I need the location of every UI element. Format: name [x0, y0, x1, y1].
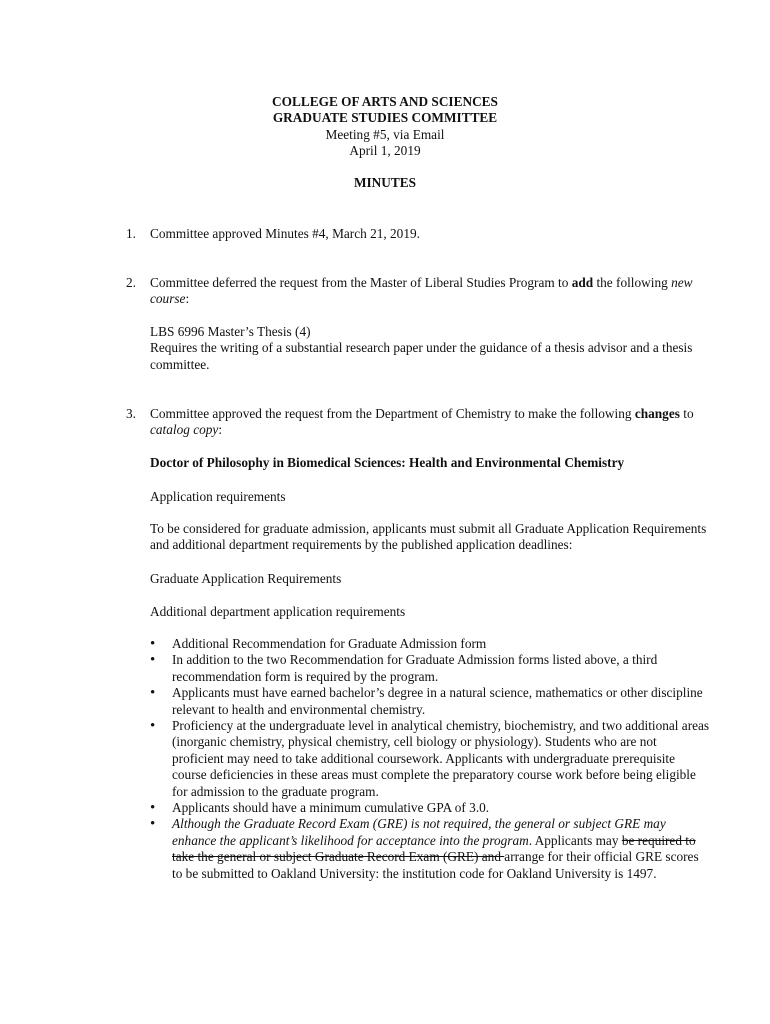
gre-note-rest: arrange for their official GRE scores to be submitted to Oakland University: the institution code for Oakland University is 1497. [172, 849, 699, 881]
requirements-list [150, 636, 710, 882]
gre-note-italic: Although the Graduate Record Exam (GRE) is not required, the general or subject GRE may enhance the applicant’s likelihood for acceptance into the program [172, 816, 666, 848]
college-name: COLLEGE OF ARTS AND SCIENCES [272, 94, 498, 109]
list-item: • Applicants must have earned bachelor’s degree in a natural science, mathematics or other discipline relevant to health and environmental chemistry. [150, 685, 710, 718]
program-title: Doctor of Philosophy in Biomedical Sciences: Health and Environmental Chemistry [150, 455, 625, 470]
item-number: 3. [126, 406, 136, 421]
agenda-item-1 [126, 226, 726, 242]
meeting-date: April 1, 2019 [349, 143, 421, 159]
item-text-part: Committee approved the request from the Department of Chemistry to make the following [150, 406, 635, 421]
item-text [150, 275, 726, 308]
additional-department-requirements: Additional department application requirements [150, 604, 406, 619]
meeting-info: Meeting #5, via Email [325, 126, 445, 142]
agenda-item-3 [126, 406, 726, 439]
item-text-bold: changes [634, 406, 680, 421]
list-item [150, 816, 710, 882]
course-line: LBS 6996 Master’s Thesis (4) [150, 324, 311, 339]
gre-note-period: . Applicants may [528, 832, 622, 848]
list-item: • In addition to the two Recommendation for Graduate Admission forms listed above, a third recommendation form is required by the program. [150, 652, 710, 685]
minutes-title: MINUTES [353, 175, 417, 190]
item-text-part: to [679, 406, 694, 421]
item-text-italic: new course [150, 275, 693, 307]
list-item: • Additional Recommendation for Graduate Admission form [150, 636, 710, 652]
application-requirements-text: To be considered for graduate admission, applicants must submit all Graduate Application Requirements and additional department requirements by the published application deadlines: [150, 521, 707, 553]
application-requirements-heading: Application requirements [150, 489, 286, 504]
list-item: • Applicants should have a minimum cumulative GPA of 3.0. [150, 800, 710, 816]
list-item: • Proficiency at the undergraduate level in analytical chemistry, biochemistry, and two additional areas (inorganic chemistry, physical chemistry, cell biology or physiology). Students who are not proficient may need to take additional coursework. Applicants with undergraduate prerequisite course deficiencies in these areas must complete the preparatory course work before being eligible for admission to the graduate program. [150, 718, 710, 800]
item-text-part: : [218, 422, 223, 438]
item-number: 2. [126, 275, 136, 290]
graduate-application-requirements: Graduate Application Requirements [150, 571, 342, 586]
item-text-part: the following [593, 275, 672, 290]
item-text: Committee approved Minutes #4, March 21, 2019. [150, 226, 420, 241]
item-text-part: : [185, 291, 190, 307]
course-block [150, 324, 726, 373]
course-description: Requires the writing of a substantial research paper under the guidance of a thesis advisor and a thesis committee. [150, 340, 693, 372]
item-text-italic: catalog copy [150, 422, 219, 438]
item-text [150, 406, 726, 439]
item-number: 1. [126, 226, 136, 241]
committee-name: GRADUATE STUDIES COMMITTEE [272, 110, 498, 126]
item-text-part: Committee deferred the request from the Master of Liberal Studies Program to [150, 275, 572, 290]
gre-note-struck: be required to take the general or subject Graduate Record Exam (GRE) and [172, 832, 696, 865]
agenda-item-2 [126, 275, 726, 308]
document-header [28, 94, 742, 160]
item-text-bold: add [571, 275, 594, 290]
